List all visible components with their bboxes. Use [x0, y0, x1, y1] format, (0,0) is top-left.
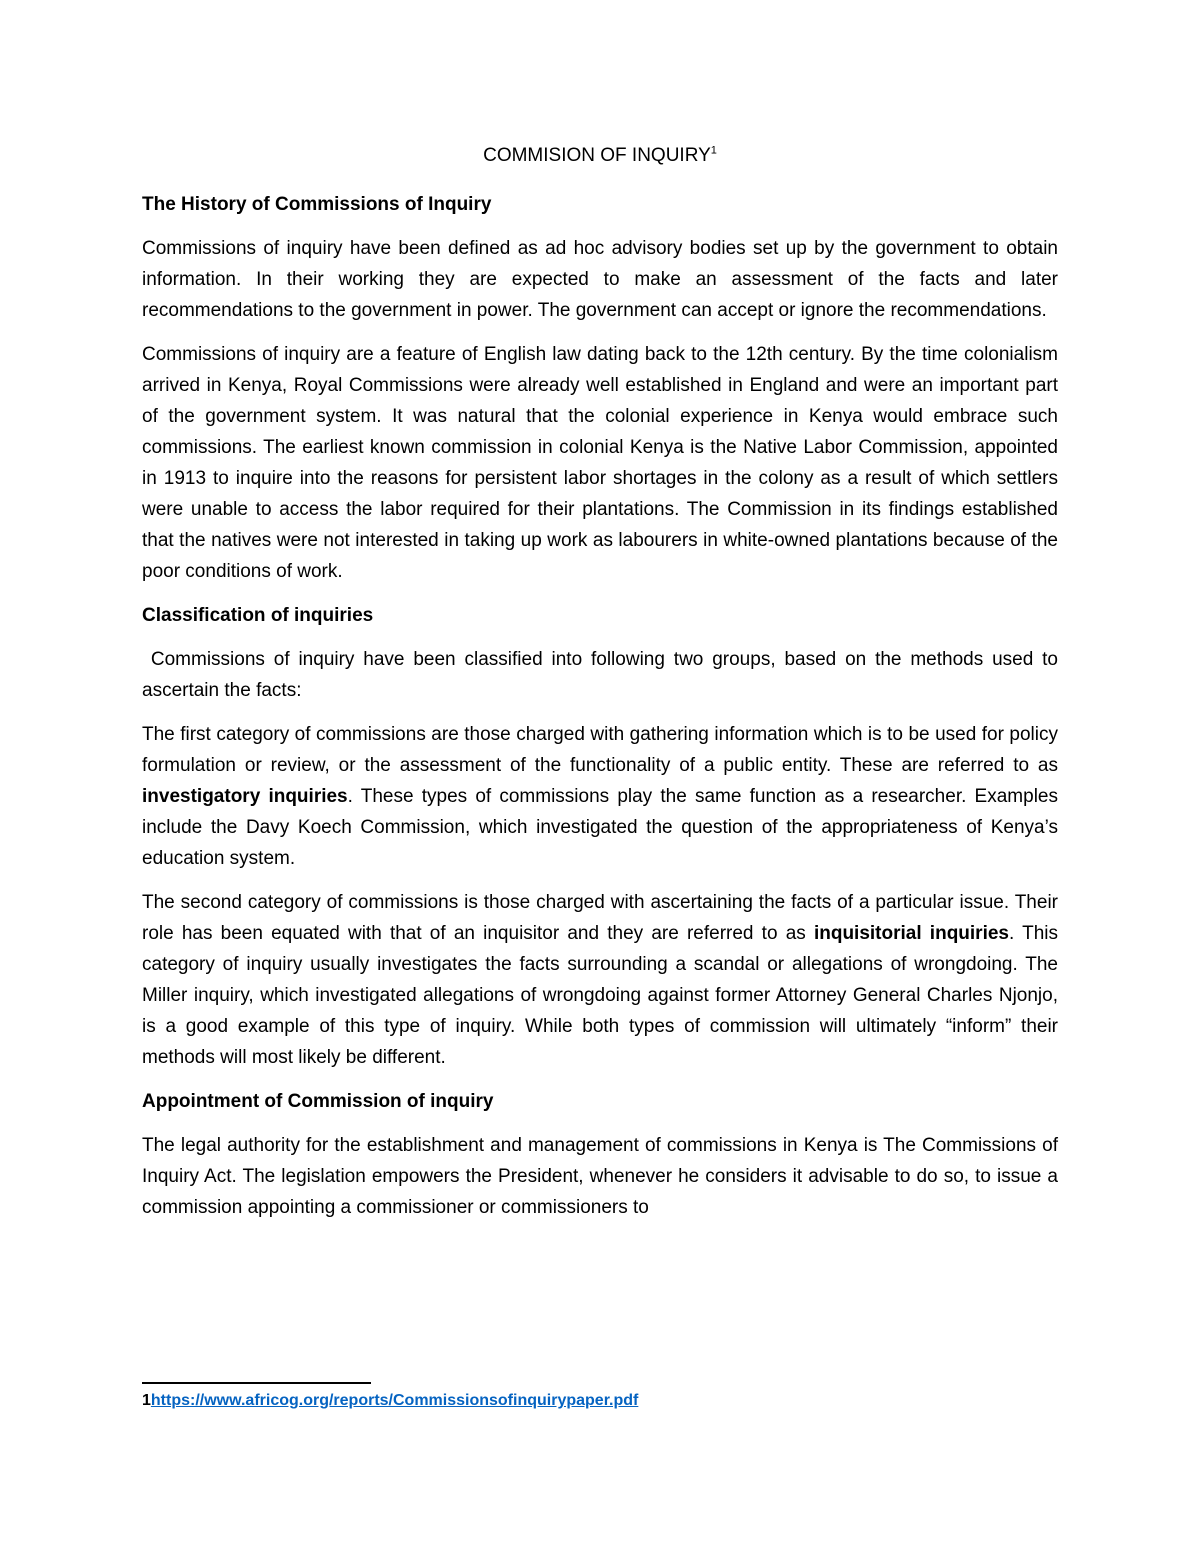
footnote-link[interactable]: https://www.africog.org/reports/Commissionsofinquirypaper.pdf [150, 1392, 639, 1409]
inquisitorial-text-before: The second category of commissions is those charged with ascertaining the facts of a particular issue. Their role has been equated with that of an inquisitor and they are referred to as [142, 892, 1058, 944]
paragraph-classification-intro: Commissions of inquiry have been classified into following two groups, based on the methods used to ascertain the facts: [142, 649, 1064, 701]
investigatory-bold-term: investigatory inquiries [142, 786, 348, 807]
investigatory-text-before: The first category of commissions are those charged with gathering information which is to be used for policy formulation or review, or the assessment of the functionality of a public entity. These are referred to as [142, 724, 1058, 776]
inquisitorial-text-after: . This category of inquiry usually investigates the facts surrounding a scandal or allegations of wrongdoing. The Miller inquiry, which investigated allegations of wrongdoing against former Attorney General Charles Njonjo, is a good example of this type of inquiry. While both types of commission will ultimately “inform” their methods will most likely be different. [142, 923, 1059, 1068]
section-heading-history: The History of Commissions of Inquiry [142, 194, 492, 215]
title-text: COMMISION OF INQUIRY [483, 145, 711, 166]
paragraph-inquisitorial [142, 887, 1058, 1073]
paragraph-investigatory [142, 719, 1058, 874]
section-heading-appointment: Appointment of Commission of inquiry [142, 1091, 494, 1112]
inquisitorial-bold-term: inquisitorial inquiries [813, 923, 1009, 944]
paragraph-legal-authority: The legal authority for the establishment and management of commissions in Kenya is The Commissions of Inquiry Act. The legislation empowers the President, whenever he considers it advisable to do so, to issue a commission appointing a commissioner or commissioners to [142, 1135, 1058, 1218]
title-footnote-ref: 1 [710, 144, 717, 157]
paragraph-definition: Commissions of inquiry have been defined as ad hoc advisory bodies set up by the government to obtain information. In their working they are expected to make an assessment of the facts and later recommendations to the government in power. The government can accept or ignore the recommendations. [142, 238, 1058, 321]
footnote-separator [142, 1382, 371, 1384]
document-body [142, 140, 1064, 1236]
section-heading-classification: Classification of inquiries [142, 605, 374, 626]
page-title [142, 140, 1058, 171]
footnote-number: 1 [142, 1392, 151, 1409]
footnote [142, 1390, 638, 1412]
investigatory-text-after: . These types of commissions play the same function as a researcher. Examples include the Davy Koech Commission, which investigated the question of the appropriateness of Kenya’s education system. [142, 786, 1058, 869]
paragraph-english-law: Commissions of inquiry are a feature of English law dating back to the 12th century. By the time colonialism arrived in Kenya, Royal Commissions were already well established in England and were an important part of the government system. It was natural that the colonial experience in Kenya would embrace such commissions. The earliest known commission in colonial Kenya is the Native Labor Commission, appointed in 1913 to inquire into the reasons for persistent labor shortages in the colony as a result of which settlers were unable to access the labor required for their plantations. The Commission in its findings established that the natives were not interested in taking up work as labourers in white-owned plantations because of the poor conditions of work. [142, 344, 1058, 582]
